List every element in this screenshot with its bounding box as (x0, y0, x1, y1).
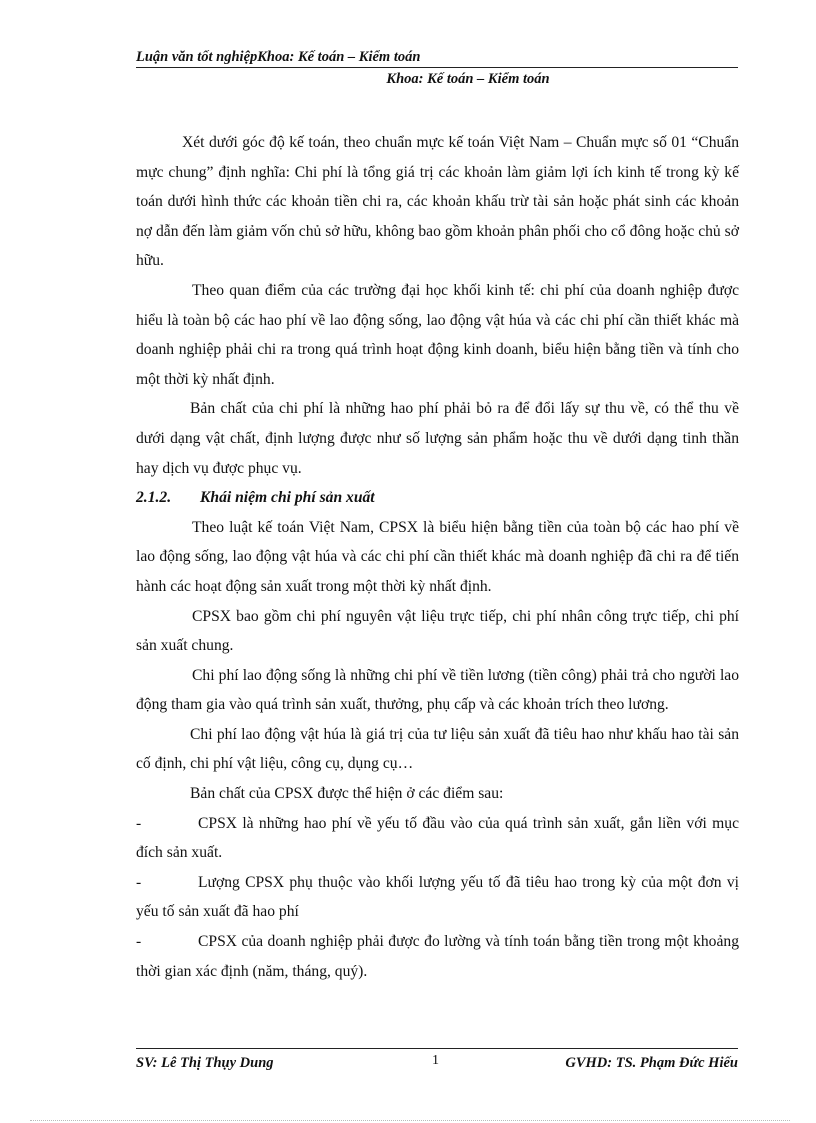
paragraph-materialized-labor: Chi phí lao động vật húa là giá trị của tư liệu sản xuất đã tiêu hao như khấu hao tài sản cố định, chi phí vật liệu, công cụ, dụng cụ… (136, 725, 739, 773)
paragraph-cpsx-components: CPSX bao gồm chi phí nguyên vật liệu trực tiếp, chi phí nhân công trực tiếp, chi phí sản xuất chung. (136, 607, 739, 655)
bullet-dash: - (136, 873, 142, 891)
footer-student: SV: Lê Thị Thụy Dung (136, 1055, 274, 1071)
section-title: Khái niệm chi phí sản xuất (200, 489, 375, 507)
bullet-item (136, 927, 739, 986)
paragraph-cost-definition: Xét dưới góc độ kế toán, theo chuẩn mực kế toán Việt Nam – Chuẩn mực số 01 “Chuẩn mực chung” định nghĩa: Chi phí là tổng giá trị các khoản làm giảm lợi ích kinh tế trong kỳ kế toán dưới hình thức các khoản tiền chi ra, các khoản khấu trừ tài sản hoặc phát sinh các khoản nợ dẫn đến làm giảm vốn chủ sở hữu, không bao gồm khoản phân phối cho cổ đông hoặc chủ sở hữu. (136, 134, 739, 270)
bullet-item (136, 809, 739, 868)
paragraph-cpsx-nature: Bản chất của CPSX được thể hiện ở các điểm sau: (190, 785, 504, 803)
page-footer (136, 1048, 738, 1079)
section-heading (136, 483, 739, 513)
paragraph-cost-nature: Bản chất của chi phí là những hao phí phải bỏ ra để đổi lấy sự thu về, có thể thu về dưới dạng vật chất, định lượng được như số lượng sản phẩm hoặc thu về dưới dạng tinh thần hay dịch vụ được phục vụ. (136, 400, 739, 477)
bullet-dash: - (136, 814, 142, 832)
document-body (136, 128, 739, 986)
paragraph-living-labor: Chi phí lao động sống là những chi phí về tiền lương (tiền công) phải trả cho người lao động tham gia vào quá trình sản xuất, thưởng, phụ cấp và các khoản trích theo lương. (136, 666, 739, 714)
paragraph-economic-view: Theo quan điểm của các trường đại học khối kinh tế: chi phí của doanh nghiệp được hiểu là toàn bộ các hao phí về lao động sống, lao động vật húa và các chi phí cần thiết khác mà doanh nghiệp phải chi ra trong quá trình hoạt động kinh doanh, biểu hiện bằng tiền và tính cho một thời kỳ nhất định. (136, 281, 739, 388)
bullet-text: CPSX của doanh nghiệp phải được đo lường và tính toán bằng tiền trong một khoảng thời gian xác định (năm, tháng, quý). (136, 933, 739, 980)
page-header (136, 48, 738, 88)
page-bottom-divider (30, 1120, 790, 1121)
footer-advisor: GVHD: TS. Phạm Đức Hiếu (565, 1055, 738, 1071)
page-number: 1 (432, 1053, 439, 1068)
bullet-dash: - (136, 933, 142, 951)
section-number: 2.1.2. (136, 489, 172, 507)
bullet-text: Lượng CPSX phụ thuộc vào khối lượng yếu tố đã tiêu hao trong kỳ của một đơn vị yếu tố sản xuất đã hao phí (136, 873, 739, 921)
bullet-text: CPSX là những hao phí về yếu tố đầu vào của quá trình sản xuất, gắn liền với mục đích sản xuất. (136, 814, 739, 862)
paragraph-cpsx-definition: Theo luật kế toán Việt Nam, CPSX là biểu hiện bằng tiền của toàn bộ các hao phí về lao động sống, lao động vật húa và các chi phí cần thiết khác mà doanh nghiệp đã chi ra để tiến hành các hoạt động sản xuất trong một thời kỳ nhất định. (136, 518, 739, 595)
header-title: Luận văn tốt nghiệpKhoa: Kế toán – Kiểm toán (136, 48, 738, 68)
bullet-item (136, 868, 739, 927)
header-faculty: Khoa: Kế toán – Kiểm toán (386, 71, 550, 87)
